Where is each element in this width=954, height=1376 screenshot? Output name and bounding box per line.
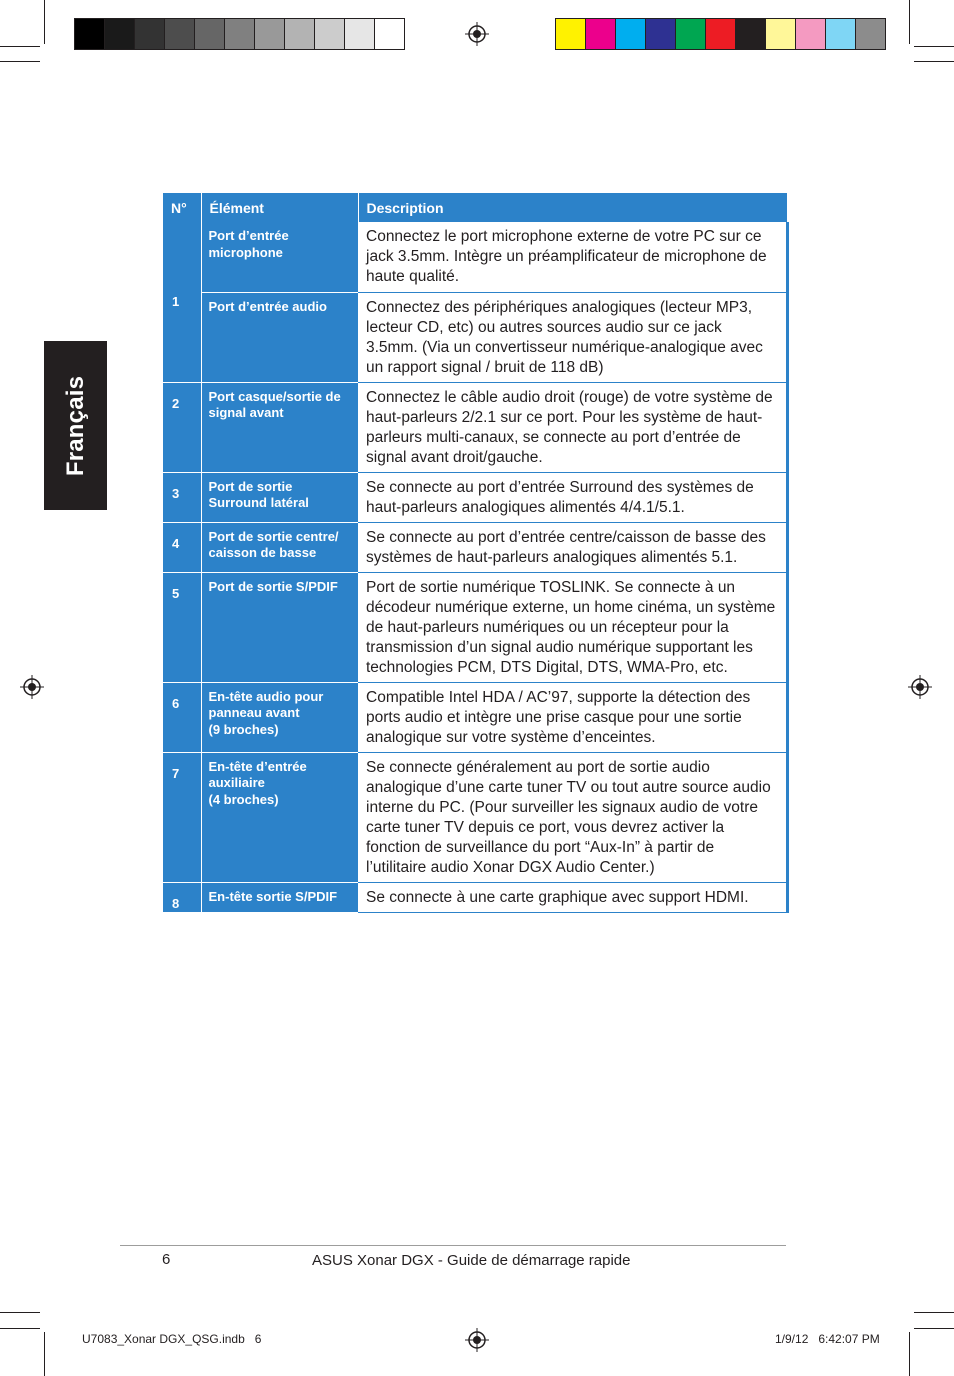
- grayscale-swatch: [285, 19, 315, 49]
- row-description: Connectez le câble audio droit (rouge) de votre système de haut-parleurs 2/2.1 sur ce port. Pour les système de haut-parleurs multi-canaux, se connecte au port d’entrée de signal avant droit/gauche.: [358, 382, 787, 472]
- row-number: 1: [163, 222, 201, 382]
- row-description: Se connecte au port d’entrée Surround des systèmes de haut-parleurs analogiques alimentés 4/4.1/5.1.: [358, 472, 787, 522]
- row-number: 5: [163, 572, 201, 682]
- table-row: [163, 752, 787, 882]
- row-description: Port de sortie numérique TOSLINK. Se connecte à un décodeur numérique externe, un home cinéma, un système de haut-parleurs numériques ou un récepteur pour la transmission d’un signal audio numérique supportant les technologies PCM, DTS Digital, DTS, WMA-Pro, etc.: [358, 572, 787, 682]
- language-label: Français: [61, 375, 89, 476]
- header-description: Description: [358, 193, 787, 222]
- print-slug-file: U7083_Xonar DGX_QSG.indb 6: [82, 1332, 262, 1346]
- process-color-bar: [555, 18, 886, 50]
- row-element: En-tête audio pour panneau avant (9 broches): [201, 682, 358, 752]
- table-row: [163, 682, 787, 752]
- row-element: Port de sortie Surround latéral: [201, 472, 358, 522]
- header-num: N°: [163, 193, 201, 222]
- table-row: [163, 522, 787, 572]
- process-swatch: [856, 19, 885, 49]
- registration-mark-icon: [465, 1328, 489, 1352]
- row-number: 4: [163, 522, 201, 572]
- connectors-table: [163, 193, 789, 913]
- row-description: Se connecte au port d’entrée centre/caisson de basse des systèmes de haut-parleurs analogiques alimentés 5.1.: [358, 522, 787, 572]
- process-swatch: [586, 19, 616, 49]
- row-element: En-tête sortie S/PDIF: [201, 882, 358, 912]
- grayscale-swatch: [195, 19, 225, 49]
- row-element: Port d’entrée microphone: [201, 222, 358, 292]
- row-description: Compatible Intel HDA / AC’97, supporte la détection des ports audio et intègre une prise casque pour une sortie analogique sur votre système d’enceintes.: [358, 682, 787, 752]
- process-swatch: [736, 19, 766, 49]
- row-element: Port de sortie centre/ caisson de basse: [201, 522, 358, 572]
- process-swatch: [706, 19, 736, 49]
- process-swatch: [556, 19, 586, 49]
- process-swatch: [796, 19, 826, 49]
- row-description: Se connecte généralement au port de sortie audio analogique d’une carte tuner TV ou tout autre source audio interne du PC. (Pour surveiller les signaux audio de votre carte tuner TV depuis ce port, vous devrez activer la fonction de surveillance du port “Aux-In” à partir de l’utilitaire audio Xonar DGX Audio Center.): [358, 752, 787, 882]
- footer-title: ASUS Xonar DGX - Guide de démarrage rapide: [312, 1252, 631, 1269]
- process-swatch: [766, 19, 796, 49]
- registration-mark-icon: [465, 22, 489, 46]
- grayscale-swatch: [75, 19, 105, 49]
- language-side-tab: [44, 341, 107, 510]
- row-element: En-tête d’entrée auxiliaire (4 broches): [201, 752, 358, 882]
- grayscale-swatch: [345, 19, 375, 49]
- row-element: Port casque/sortie de signal avant: [201, 382, 358, 472]
- grayscale-swatch: [135, 19, 165, 49]
- process-swatch: [616, 19, 646, 49]
- row-description: Connectez des périphériques analogiques (lecteur MP3, lecteur CD, etc) ou autres sources audio sur ce jack 3.5mm. (Via un convertisseur numérique-analogique avec un rapport signal / bruit de 118 dB): [358, 292, 787, 382]
- grayscale-swatch: [375, 19, 404, 49]
- grayscale-swatch: [105, 19, 135, 49]
- table-row: [163, 882, 787, 912]
- page-number: 6: [162, 1251, 171, 1268]
- table-row: [163, 382, 787, 472]
- row-number: 7: [163, 752, 201, 882]
- table-row: [163, 222, 787, 292]
- row-description: Connectez le port microphone externe de votre PC sur ce jack 3.5mm. Intègre un préamplificateur de microphone de haute qualité.: [358, 222, 787, 292]
- footer-divider: [120, 1245, 786, 1246]
- row-description: Se connecte à une carte graphique avec support HDMI.: [358, 882, 787, 912]
- process-swatch: [826, 19, 856, 49]
- row-number: 3: [163, 472, 201, 522]
- table-row: [163, 572, 787, 682]
- row-number: 6: [163, 682, 201, 752]
- row-element: Port d’entrée audio: [201, 292, 358, 382]
- process-swatch: [646, 19, 676, 49]
- header-element: Élément: [201, 193, 358, 222]
- row-number: 8: [163, 882, 201, 912]
- grayscale-swatch: [225, 19, 255, 49]
- row-element: Port de sortie S/PDIF: [201, 572, 358, 682]
- process-swatch: [676, 19, 706, 49]
- table-header-row: [163, 193, 787, 222]
- grayscale-swatch: [165, 19, 195, 49]
- table-row: [163, 472, 787, 522]
- registration-mark-icon: [20, 675, 44, 699]
- print-slug-timestamp: 1/9/12 6:42:07 PM: [775, 1332, 880, 1346]
- grayscale-swatch: [315, 19, 345, 49]
- registration-mark-icon: [908, 675, 932, 699]
- table-row: [163, 292, 787, 382]
- row-number: 2: [163, 382, 201, 472]
- grayscale-color-bar: [74, 18, 405, 50]
- grayscale-swatch: [255, 19, 285, 49]
